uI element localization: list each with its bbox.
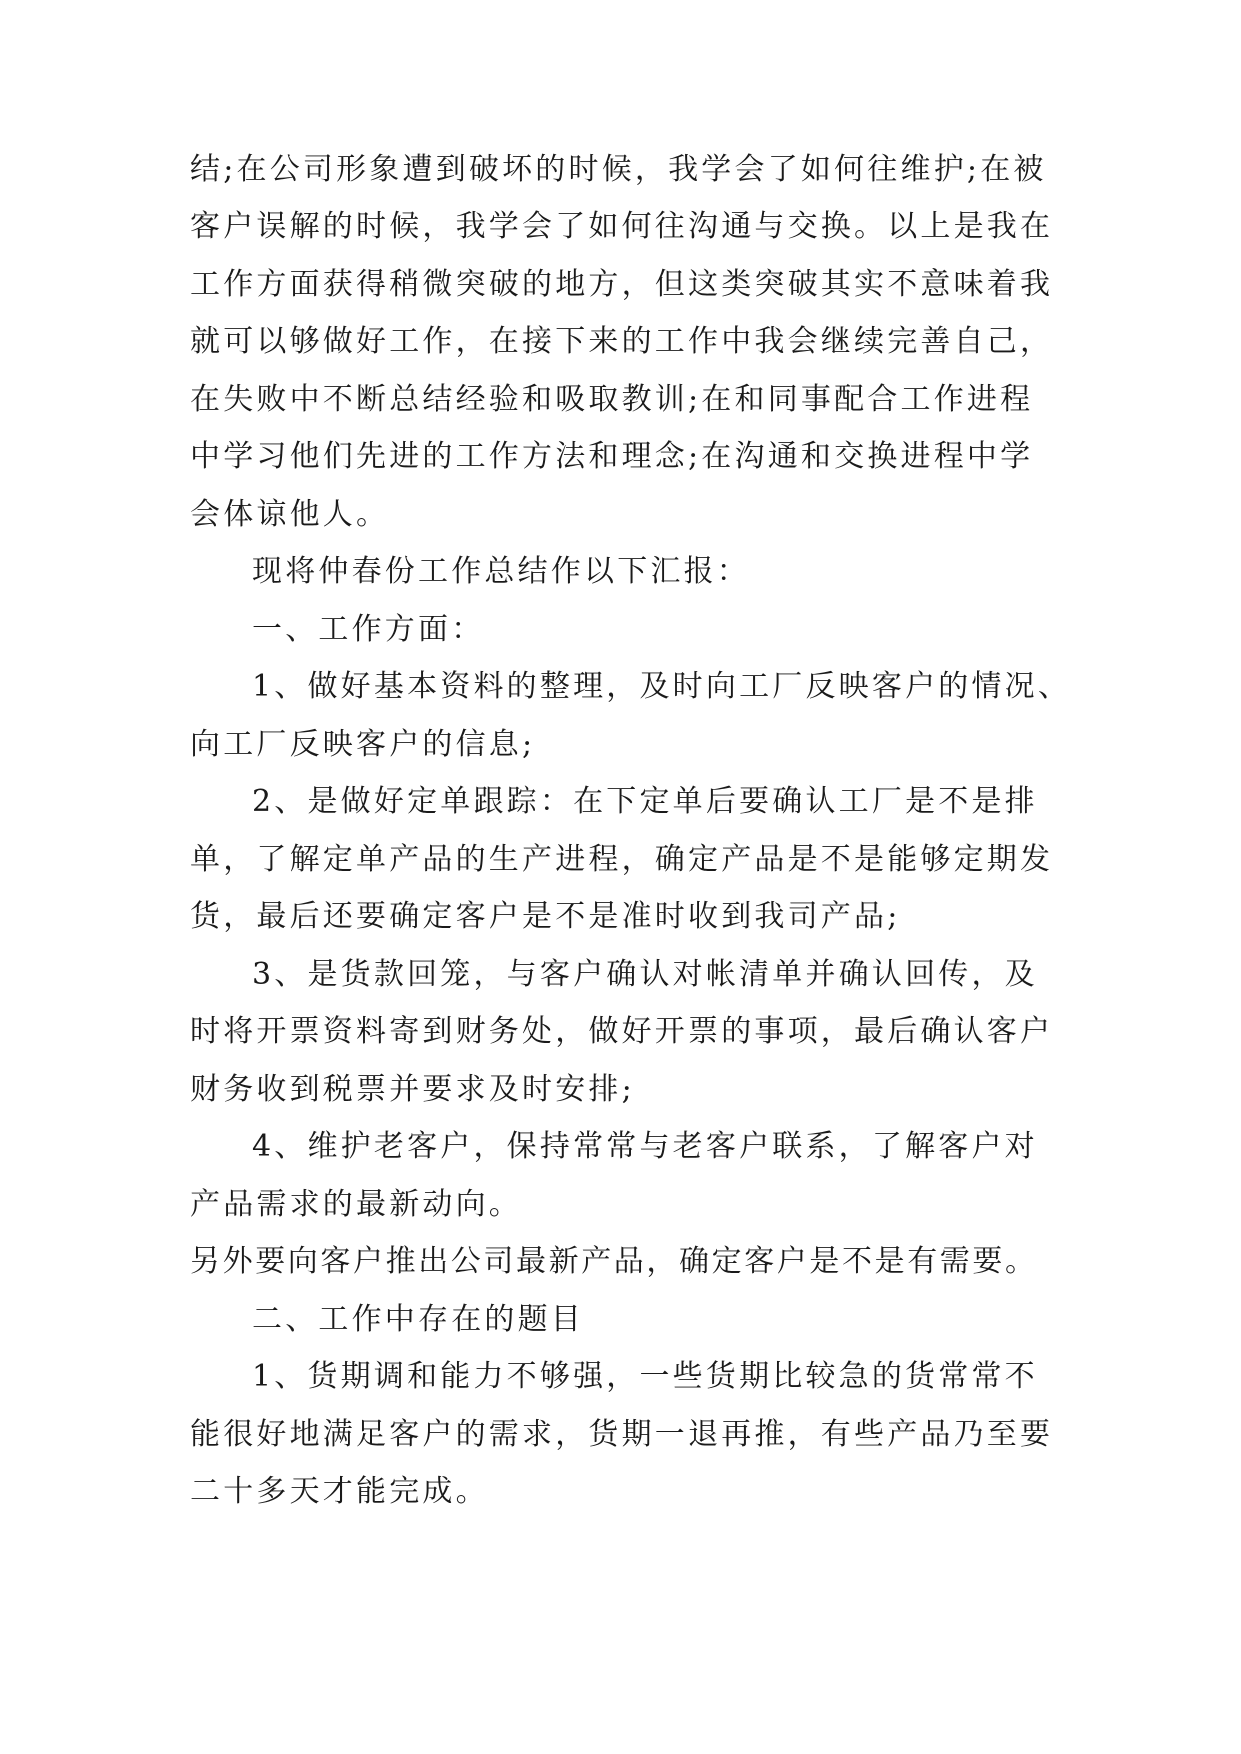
list-item-line: 1、做好基本资料的整理，及时向工厂反映客户的情况、 xyxy=(252,669,1072,704)
section-heading: 一、工作方面： xyxy=(252,612,485,647)
paragraph-line: 在失败中不断总结经验和吸取教训;在和同事配合工作进程 xyxy=(190,382,1034,417)
paragraph-line: 中学习他们先进的工作方法和理念;在沟通和交换进程中学 xyxy=(190,439,1034,474)
intro-line: 现将仲春份工作总结作以下汇报： xyxy=(252,554,750,589)
list-item-line: 3、是货款回笼，与客户确认对帐清单并确认回传，及 xyxy=(252,957,1038,992)
paragraph-line: 客户误解的时候，我学会了如何往沟通与交换。以上是我在 xyxy=(190,209,1054,244)
list-item-line: 产品需求的最新动向。 xyxy=(190,1187,522,1222)
paragraph-line: 会体谅他人。 xyxy=(190,497,390,532)
list-item-line: 财务收到税票并要求及时安排; xyxy=(190,1072,635,1107)
paragraph-line: 结;在公司形象遭到破坏的时候，我学会了如何往维护;在被 xyxy=(190,152,1047,187)
paragraph-line: 另外要向客户推出公司最新产品，确定客户是不是有需要。 xyxy=(190,1244,1038,1279)
list-item-line: 向工厂反映客户的信息; xyxy=(190,727,536,762)
paragraph-line: 就可以够做好工作，在接下来的工作中我会继续完善自己， xyxy=(190,324,1054,359)
list-item-line: 时将开票资料寄到财务处，做好开票的事项，最后确认客户 xyxy=(190,1014,1054,1049)
list-item-line: 单，了解定单产品的生产进程，确定产品是不是能够定期发 xyxy=(190,842,1054,877)
list-item-line: 4、维护老客户，保持常常与老客户联系，了解客户对 xyxy=(252,1129,1038,1164)
paragraph-line: 工作方面获得稍微突破的地方，但这类突破其实不意味着我 xyxy=(190,267,1054,302)
list-item-line: 货，最后还要确定客户是不是准时收到我司产品; xyxy=(190,899,901,934)
list-item-line: 能很好地满足客户的需求，货期一退再推，有些产品乃至要 xyxy=(190,1417,1054,1452)
list-item-line: 二十多天才能完成。 xyxy=(190,1474,489,1509)
list-item-line: 1、货期调和能力不够强，一些货期比较急的货常常不 xyxy=(252,1359,1038,1394)
section-heading: 二、工作中存在的题目 xyxy=(252,1302,584,1337)
list-item-line: 2、是做好定单跟踪：在下定单后要确认工厂是不是排 xyxy=(252,784,1038,819)
